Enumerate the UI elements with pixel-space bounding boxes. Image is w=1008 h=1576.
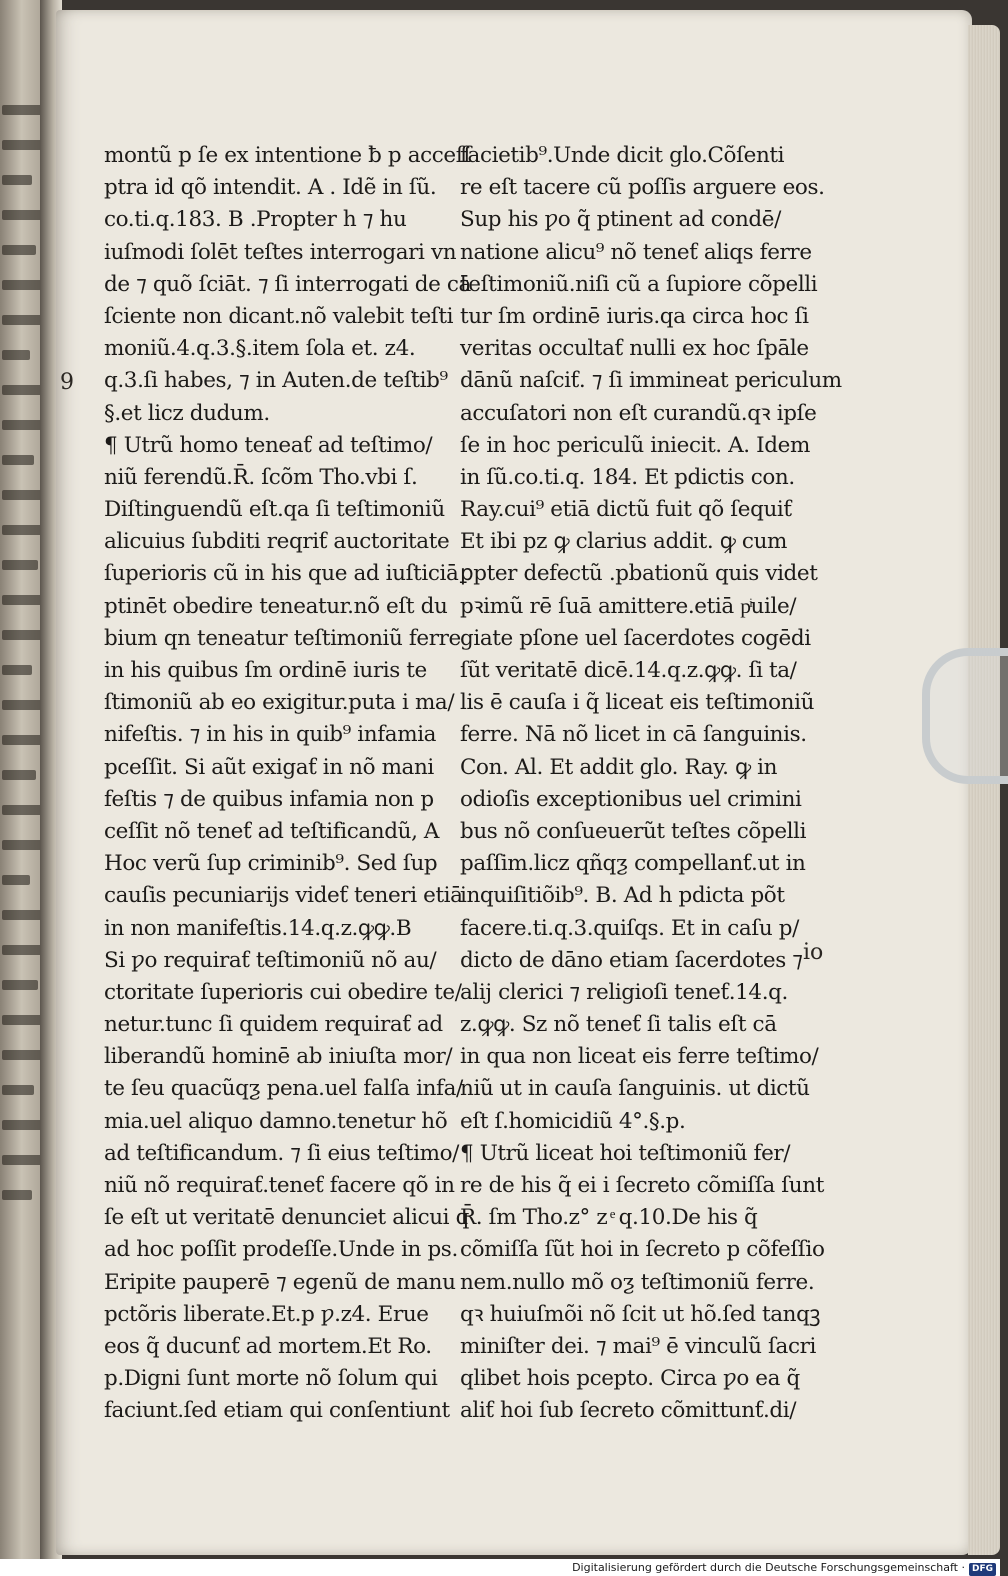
text-line: miniſter dei. ⁊ mai⁹ ē vinculũ ſacri [460, 1333, 816, 1359]
text-line: niũ ut in cauſa ſanguinis. ut dictũ [460, 1076, 810, 1102]
text-line: te ſeu quacũqƺ pena.uel falſa infa/ [104, 1076, 463, 1102]
margin-number-9: 9 [60, 370, 74, 395]
footer-bar [0, 1559, 1000, 1576]
text-line: ad hoc poſſit prodeſſe.Unde in ps. [104, 1237, 458, 1263]
text-line: facere.ti.q.3.quiſqs. Et in caſu p/ [460, 915, 799, 941]
text-line: moniũ.4.q.3.§.item ſola et. z4. [104, 336, 416, 362]
text-line: tur ſm ordinē iuris.qa circa hoc ſi [460, 303, 809, 329]
dfg-logo: DFG [969, 1563, 996, 1576]
text-line: in qua non liceat eis ferre teſtimo/ [460, 1044, 819, 1070]
text-line: ad teſtificandum. ⁊ ſi eius teſtimo/ [104, 1140, 459, 1166]
text-line: feſtis ⁊ de quibus infamia non p [104, 786, 434, 812]
text-line: mia.uel aliquo damno.tenetur hõ [104, 1108, 448, 1134]
text-line: ¶ Utrũ homo teneaƭ ad teſtimo/ [104, 432, 433, 458]
text-line: lis ē cauſa i q̃ liceat eis teſtimoniũ [460, 690, 815, 716]
text-line: odioſis exceptionibus uel crimini [460, 786, 802, 812]
page-clip-tab [922, 648, 1008, 784]
text-line: cauſis pecuniarijs videƭ teneri etiā [104, 883, 463, 909]
text-line: nem.nullo mõ oƺ teſtimoniũ ferre. [460, 1269, 815, 1295]
text-line: Diſtinguendũ eſt.qa ſi teſtimoniũ [104, 497, 445, 523]
text-line: ferre. Nā nõ licet in cā ſanguinis. [460, 722, 807, 748]
text-line: Sup his ƿo q̃ ptinent ad condē/ [460, 207, 781, 233]
text-column-right [460, 140, 842, 1428]
text-line: alicuius ſubditi reqriƭ auctoritate [104, 529, 450, 555]
text-line: ſtimoniũ ab eo exigitur.puta i ma/ [104, 690, 455, 716]
text-line: Hoc verũ ſup criminib⁹. Sed ſup [104, 851, 438, 877]
text-line: ſuperioris cũ in his que ad iuſticiā [104, 561, 459, 587]
text-line: Et ibi pz ꝙ clarius addit. ꝙ cum [460, 529, 788, 555]
text-line: nifeſtis. ⁊ in his in quib⁹ infamia [104, 722, 437, 748]
text-line: p.Digni ſunt morte nõ ſolum qui [104, 1366, 438, 1392]
text-line: ¶ Utrũ liceat hoi teſtimoniũ fer/ [460, 1140, 791, 1166]
text-line: ptinēt obedire teneatur.nõ eſt du [104, 593, 448, 619]
text-line: z.ꝙꝙ. Sz nõ teneƭ ſi talis eſt cā [460, 1012, 777, 1038]
text-line: eos q̃ ducunƭ ad mortem.Et Ro. [104, 1333, 432, 1359]
text-line: bium qn teneatur teſtimoniũ ferre [104, 625, 461, 651]
text-line: cõmiſſa ſũt hoi in ſecreto p cõfeſſio [460, 1237, 825, 1263]
text-line: in his quibus ſm ordinē iuris te [104, 658, 427, 683]
text-line: ſe in hoc periculũ iniecit. A. Idem [460, 432, 810, 458]
text-line: aliƭ hoi ſub ſecreto cõmittunƭ.di/ [460, 1398, 797, 1424]
text-line: ceſſit nõ teneƭ ad teſtificandũ, A [104, 818, 440, 844]
text-line: niũ ferendũ.R̄. ſcõm Tho.vbi ſ. [104, 464, 418, 490]
text-line: in non manifeſtis.14.q.z.ꝙꝙ.B [104, 915, 412, 941]
text-line: qꝛ huiuſmõi nõ ſcit ut hõ.ſed tanqꝫ [460, 1301, 821, 1327]
margin-number-10: io [803, 940, 824, 965]
page-block-edge [968, 25, 1000, 1555]
text-line: montũ p ſe ex intentione ƀ p acceſſ [104, 143, 471, 168]
text-line: liberandũ hominē ab iniuſta mor/ [104, 1044, 453, 1070]
text-line: Si ƿo requiraƭ teſtimoniũ nõ au/ [104, 947, 437, 973]
text-line: veritas occultaƭ nulli ex hoc ſpāle [460, 336, 809, 362]
text-line: bus nõ conſueuerũt teſtes cõpelli [460, 818, 807, 844]
text-line: alij clerici ⁊ religioſi teneƭ.14.q. [460, 979, 788, 1005]
text-line: co.ti.q.183. B .Propter h ⁊ hu [104, 207, 407, 233]
text-line: teſtimoniũ.niſi cũ a ſupiore cõpelli [460, 271, 818, 297]
text-column-left [104, 140, 471, 1428]
text-line: Con. Al. Et addit glo. Ray. ꝙ in [460, 754, 778, 780]
text-line: §.et licz dudum. [104, 400, 270, 426]
text-line: ſe eſt ut veritatē denunciet alicui q [104, 1205, 469, 1231]
text-line: pctõris liberate.Et.p ƿ.z4. Erue [104, 1301, 429, 1327]
text-line: eſt ſ.homicidiũ 4°.§.p. [460, 1108, 686, 1134]
text-line: ꝑpter defectũ .pbationũ quis videt [460, 561, 818, 587]
text-line: dicto de dāno etiam ſacerdotes ⁊ [460, 947, 803, 973]
text-line: giate pſone uel ſacerdotes cogēdi [460, 625, 811, 651]
text-line: niũ nõ requiraƭ.teneƭ facere qõ in [104, 1173, 455, 1198]
text-line: facietib⁹.Unde dicit glo.Cõſenti [460, 143, 785, 168]
text-line: ſũt veritatē dicē.14.q.z.ꝙꝙ. ſi ta/ [460, 658, 797, 683]
text-line: paſſim.licz qñqƺ compellanƭ.ut in [460, 851, 806, 877]
text-line: pceſſit. Si aũt exigaƭ in nõ mani [104, 754, 434, 780]
text-line: Eripite pauperē ⁊ egenũ de manu [104, 1269, 456, 1295]
text-line: ſciente non dicant.nõ valebit teſti [104, 303, 454, 329]
text-line: netur.tunc ſi quidem requiraƭ ad [104, 1012, 443, 1038]
text-line: q.3.ſi habes, ⁊ in Auten.de teſtib⁹ [104, 368, 448, 394]
footer-credit-text: Digitalisierung gefördert durch die Deutsche Forschungsgemeinschaft · [572, 1561, 965, 1574]
text-line: pꝛimũ rē ſuā amittere.etiā pͥuile/ [460, 593, 797, 619]
text-line: faciunt.ſed etiam qui conſentiunt [104, 1398, 450, 1424]
text-line: natione alicu⁹ nõ teneƭ aliqs ferre [460, 239, 812, 265]
text-line: ctoritate ſuperioris cui obedire te/ [104, 979, 462, 1005]
text-line: Ray.cui⁹ etiā dictũ fuit qõ ſequiƭ [460, 497, 792, 523]
text-line: de ⁊ quõ ſciāt. ⁊ ſi interrogati de cā [104, 271, 471, 297]
text-line: R̄. ſm Tho.z° z ͤ q.10.De his q̃ [460, 1205, 758, 1231]
text-line: dānũ naſciƭ. ⁊ ſi immineat periculum [460, 368, 842, 394]
text-line: qlibet hois pcepto. Circa ƿo ea q̃ [460, 1366, 800, 1392]
text-line: inquiſitiõib⁹. B. Ad h pdicta põt [460, 883, 785, 909]
text-line: accuſatori non eſt curandũ.qꝛ ipſe [460, 400, 817, 426]
text-line: re de his q̃ ei i ſecreto cõmiſſa ſunt [460, 1173, 824, 1198]
text-line: re eſt tacere cũ poſſis arguere eos. [460, 175, 825, 201]
text-line: ptra id qõ intendit. A . Idẽ in ſũ. [104, 175, 437, 201]
text-line: in ſũ.co.ti.q. 184. Et pdictis con. [460, 464, 795, 490]
text-line: iuſmodi ſolēt teſtes interrogari vn [104, 239, 457, 265]
